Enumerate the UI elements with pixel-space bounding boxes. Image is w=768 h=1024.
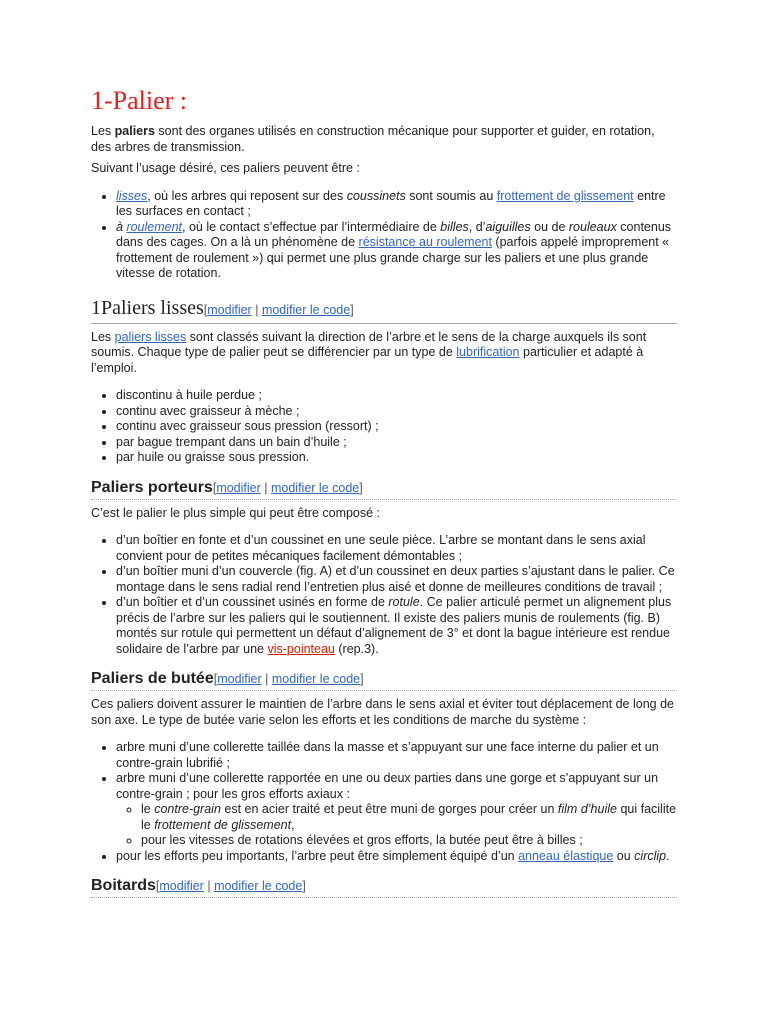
link-frottement-de-glissement[interactable]: frottement de glissement	[496, 188, 634, 203]
edit-section-links: [modifier | modifier le code]	[155, 879, 306, 893]
lubrication-list	[91, 388, 677, 466]
modifier-le-code-link[interactable]: modifier le code	[270, 480, 360, 495]
section-heading-boitards: Boitards [modifier | modifier le code]	[91, 876, 677, 898]
link-resistance-au-roulement[interactable]: résistance au roulement	[358, 235, 492, 249]
section3-paragraph: Ces paliers doivent assurer le maintien de l’arbre dans le sens axial et éviter tout déplacement de long de son axe. Le type de butée varie selon les efforts et les conditions de marche du système :	[91, 697, 674, 727]
list-item: • pour les efforts peu importants, l’arbre peut être simplement équipé d’un anneau élastique ou circlip.	[116, 849, 677, 865]
modifier-le-code-link[interactable]: modifier le code	[261, 302, 351, 317]
link-lubrification[interactable]: lubrification	[456, 345, 520, 359]
sublist-item: ◦ pour les vitesses de rotations élevées et gros efforts, la butée peut être à billes ;	[141, 833, 677, 849]
article-content	[91, 86, 677, 904]
list-item: • d’un boîtier en fonte et d’un coussinet en une seule pièce. L’arbre se montant dans le sens axial convient pour de petites mécaniques facilement démontables ;	[116, 533, 677, 564]
link-anneau-elastique[interactable]: anneau élastique	[518, 848, 614, 863]
bold-term-paliers: paliers	[114, 124, 155, 138]
modifier-link[interactable]: modifier	[159, 879, 204, 893]
modifier-le-code-link[interactable]: modifier le code	[271, 672, 361, 686]
link-roulement[interactable]: roulement	[126, 219, 183, 234]
list-item: • par huile ou graisse sous pression.	[116, 450, 677, 466]
list-item: • à roulement, où le contact s’effectue par l’intermédiaire de billes, d’aiguilles ou de rouleaux contenus dans des cages. On a là un phénomène de résistance au roulement (parfois appelé improprement « frottement de roulement ») qui permet une plus grande charge sur les paliers et une plus grande vitesse de rotation.	[116, 220, 677, 282]
link-paliers-lisses[interactable]: paliers lisses	[114, 329, 187, 344]
list-item: • arbre muni d’une collerette rapportée en une ou deux parties dans une gorge et s’appuyant sur un contre-grain ; pour les gros efforts axiaux : ◦ le contre-grain est en acier traité et peut être muni de gorges pour créer un film d’huile qui facilite le frottement de glissement, ◦ pour les vitesses de rotations élevées et gros efforts, la butée peut être à billes ;	[116, 771, 677, 849]
link-lisses[interactable]: lisses	[116, 188, 148, 203]
list-item: • lisses, où les arbres qui reposent sur des coussinets sont soumis au frottement de glissement entre les surfaces en contact ;	[116, 189, 677, 220]
section-heading-paliers-porteurs: Paliers porteurs [modifier | modifier le code]	[91, 478, 677, 500]
list-item: • par bague trempant dans un bain d’huile ;	[116, 435, 677, 451]
butee-sublist	[116, 802, 677, 849]
intro-paragraph: Les paliers sont des organes utilisés en construction mécanique pour supporter et guider, en rotation, des arbres de transmission.	[91, 124, 655, 154]
section1-paragraph: Les paliers lisses sont classés suivant la direction de l’arbre et le sens de la charge auxquels ils sont soumis. Chaque type de palier peut se différencier par un type de lubrification particulier et adapté à l’emploi.	[91, 329, 647, 375]
sublist-item: ◦ le contre-grain est en acier traité et peut être muni de gorges pour créer un film d’huile qui facilite le frottement de glissement,	[141, 802, 677, 833]
list-item: • d’un boîtier muni d’un couvercle (fig. A) et d’un coussinet en deux parties s’ajustant dans le palier. Ce montage dans le sens radial rend l’entretien plus aisé et donne de meilleures conditions de travail ;	[116, 564, 677, 595]
section-heading-paliers-de-butee: Paliers de butée [modifier | modifier le code]	[91, 669, 677, 691]
intro-usage-paragraph: Suivant l’usage désiré, ces paliers peuvent être :	[91, 161, 360, 175]
edit-section-links: [modifier | modifier le code]	[203, 302, 354, 317]
list-item: • continu avec graisseur à mèche ;	[116, 404, 677, 420]
butee-list	[91, 740, 677, 864]
page-title: 1-Palier :	[91, 86, 188, 115]
modifier-link[interactable]: modifier	[207, 302, 252, 317]
edit-section-links: [modifier | modifier le code]	[212, 480, 363, 495]
modifier-link[interactable]: modifier	[216, 480, 261, 495]
section2-paragraph: C’est le palier le plus simple qui peut être composé :	[91, 505, 381, 520]
modifier-link[interactable]: modifier	[217, 672, 262, 686]
intro-list	[91, 189, 677, 282]
link-vis-pointeau[interactable]: vis-pointeau	[267, 641, 335, 656]
edit-section-links: [modifier | modifier le code]	[213, 672, 364, 686]
list-item: • arbre muni d’une collerette taillée dans la masse et s’appuyant sur une face interne du palier et un contre-grain lubrifié ;	[116, 740, 677, 771]
paliers-porteurs-list	[91, 533, 677, 657]
list-item: • d’un boîtier et d’un coussinet usinés en forme de rotule. Ce palier articulé permet un alignement plus précis de l’arbre sur les paliers qui le soutiennent. Il existe des paliers munis de roulements (fig. B) montés sur rotule qui permettent un défaut d’alignement de 3° et dont la bague intérieure est rendue solidaire de l’arbre par une vis-pointeau (rep.3).	[116, 595, 677, 657]
modifier-le-code-link[interactable]: modifier le code	[214, 879, 303, 893]
list-item: • discontinu à huile perdue ;	[116, 388, 677, 404]
list-item: • continu avec graisseur sous pression (ressort) ;	[116, 419, 677, 435]
section-heading-paliers-lisses: 1Paliers lisses [modifier | modifier le code]	[91, 296, 677, 324]
